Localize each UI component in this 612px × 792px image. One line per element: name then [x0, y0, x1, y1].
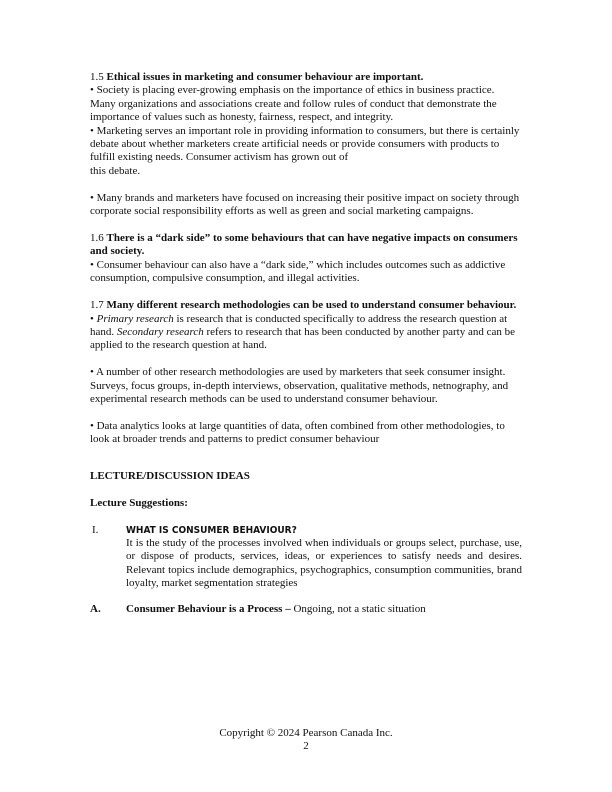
outline-item-text: It is the study of the processes involved when individuals or groups select, purchase, use, or dispose of products, services, ideas, or experiences to satisfy needs and desires. Relevant topics include demographics, psychographics, consumption communities, brand loyalty, market segmentation strategies: [126, 537, 522, 590]
page-content: [90, 71, 522, 616]
bullet: • Consumer behaviour can also have a “dark side,” which includes outcomes such as addictive consumption, compulsive consumption, and illegal activities.: [90, 258, 506, 285]
bullet: • Many brands and marketers have focused on increasing their positive impact on society through corporate social responsibility efforts as well as green and social marketing campaigns.: [90, 191, 520, 218]
section-1-6-heading: [90, 232, 522, 259]
bullet: • Primary research is research that is conducted specifically to address the research question at hand. Secondary research refers to research that has been conducted by another party and can be applied to the research question at hand.: [90, 312, 515, 352]
roman-numeral: I.: [92, 523, 99, 536]
outline-item-a: [90, 603, 522, 616]
bullet: • A number of other research methodologies are used by marketers that seek consumer insight. Surveys, focus groups, in-depth interviews, observation, qualitative methods, netnography, and experimental research methods can be used to understand consumer behaviour.: [90, 366, 509, 406]
section-heading: There is a “dark side” to some behaviours that can have negative impacts on consumers and society.: [90, 232, 518, 258]
copyright-notice: Copyright © 2024 Pearson Canada Inc.: [219, 727, 393, 739]
secondary-research-term: Secondary research: [116, 326, 204, 338]
lecture-title: LECTURE/DISCUSSION IDEAS: [90, 469, 250, 482]
section-heading: Ethical issues in marketing and consumer behaviour are important.: [106, 71, 424, 83]
page-number: 2: [303, 740, 309, 752]
section-1-7-heading: [90, 299, 522, 312]
outline-item-text: Ongoing, not a static situation: [290, 602, 426, 615]
lecture-subtitle: Lecture Suggestions:: [90, 496, 188, 509]
primary-research-term: Primary research: [96, 312, 174, 325]
section-heading: Many different research methodologies can be used to understand consumer behaviour.: [106, 299, 517, 312]
section-number: 1.6: [90, 232, 104, 245]
bullet: • Marketing serves an important role in providing information to consumers, but there is certainly debate about whether marketers create artificial needs or provide consumers with products to fulfill existing needs. Consumer activism has grown out of: [90, 124, 520, 164]
outline-item-title: Consumer Behaviour is a Process –: [126, 602, 291, 615]
bullet: • Data analytics looks at large quantities of data, often combined from other methodologies, to look at broader trends and patterns to predict consumer behaviour: [90, 420, 505, 446]
section-number: 1.5: [90, 71, 104, 83]
outline-item-title: WHAT IS CONSUMER BEHAVIOUR?: [126, 524, 297, 536]
section-1-5-heading: [90, 71, 522, 84]
bullet: • Society is placing ever-growing emphasis on the importance of ethics in business practice. Many organizations and associations create and follow rules of conduct that demonstrate the importance of values such as honesty, fairness, respect, and integrity.: [90, 84, 497, 124]
outline-item-1: [90, 524, 522, 591]
bullet-continuation: this debate.: [90, 164, 141, 177]
outline-letter: A.: [90, 602, 101, 615]
section-number: 1.7: [90, 299, 104, 312]
page-footer: [0, 727, 612, 753]
